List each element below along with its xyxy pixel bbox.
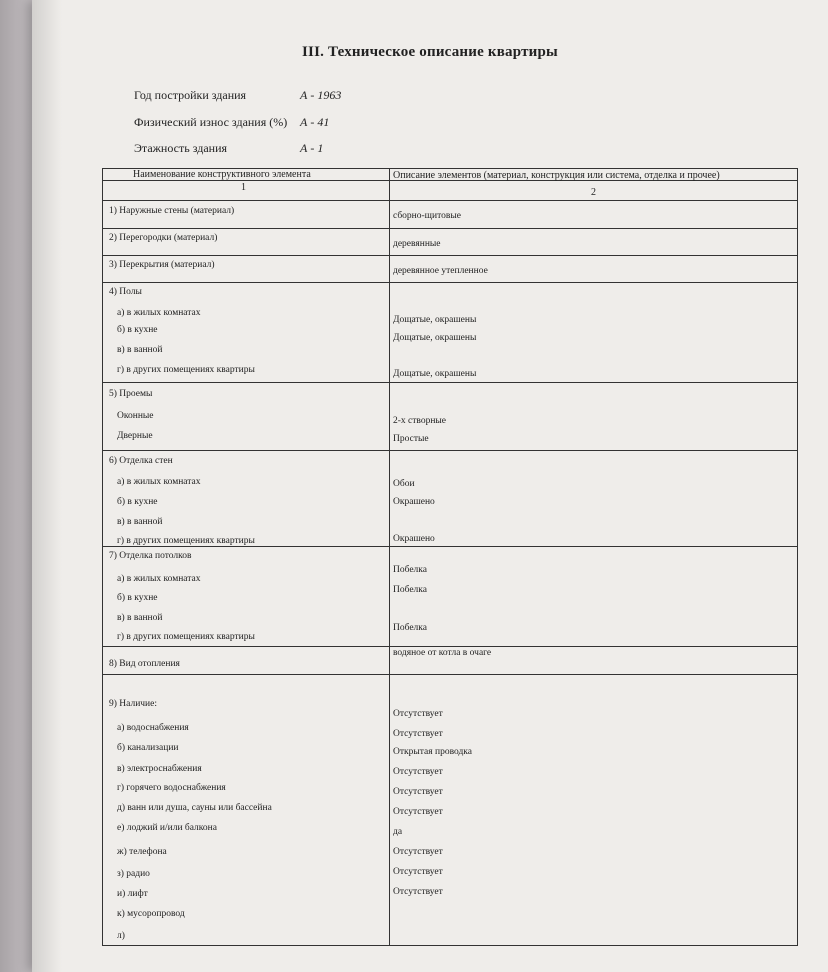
row-sublabel: а) в жилых комнатах — [117, 574, 201, 584]
row-value: Отсутствует — [393, 887, 443, 897]
col1-header: Наименование конструктивного элемента — [133, 169, 311, 180]
row-value: Побелка — [393, 565, 427, 575]
table-row-floors — [103, 283, 797, 383]
row-value: Отсутствует — [393, 847, 443, 857]
row-sublabel: д) ванн или душа, сауны или бассейна — [117, 803, 272, 813]
row-label: 5) Проемы — [109, 389, 153, 399]
row-sublabel: в) электроснабжения — [117, 764, 202, 774]
row-value: Отсутствует — [393, 767, 443, 777]
row-sublabel: г) в других помещениях квартиры — [117, 365, 255, 375]
row-value: Дощатые, окрашены — [393, 333, 477, 343]
row-sublabel: в) в ванной — [117, 345, 163, 355]
table-row-presence — [103, 675, 797, 947]
wear-label: Физический износ здания (%) — [134, 115, 288, 129]
row-value: деревянные — [393, 239, 441, 249]
row-value: Отсутствует — [393, 867, 443, 877]
row-value: Обои — [393, 479, 415, 489]
table-row-wall-finish — [103, 451, 797, 547]
row-sublabel: а) в жилых комнатах — [117, 308, 201, 318]
row-sublabel: б) в кухне — [117, 325, 158, 335]
row-sublabel: б) в кухне — [117, 497, 158, 507]
wear-value: А - 41 — [300, 115, 330, 129]
col1-number: 1 — [241, 182, 246, 193]
row-value: Отсутствует — [393, 807, 443, 817]
row-sublabel: г) в других помещениях квартиры — [117, 536, 255, 546]
row-value: Отсутствует — [393, 787, 443, 797]
row-value: деревянное утепленное — [393, 266, 488, 276]
row-value: Дощатые, окрашены — [393, 369, 477, 379]
row-label: 4) Полы — [109, 287, 142, 297]
row-sublabel: з) радио — [117, 869, 150, 879]
row-value: Открытая проводка — [393, 747, 472, 757]
row-sublabel: а) водоснабжения — [117, 723, 189, 733]
row-value: Побелка — [393, 585, 427, 595]
build-year-value: А - 1963 — [300, 88, 342, 102]
row-sublabel: б) в кухне — [117, 593, 158, 603]
row-value: Отсутствует — [393, 709, 443, 719]
row-sublabel: г) горячего водоснабжения — [117, 783, 226, 793]
table-row-ceiling-finish — [103, 547, 797, 647]
row-sublabel: Оконные — [117, 411, 154, 421]
row-sublabel: и) лифт — [117, 889, 148, 899]
row-value: Побелка — [393, 623, 427, 633]
row-value: Простые — [393, 434, 429, 444]
row-sublabel: ж) телефона — [117, 847, 167, 857]
row-sublabel: а) в жилых комнатах — [117, 477, 201, 487]
row-value: Окрашено — [393, 497, 435, 507]
col2-header: Описание элементов (материал, конструкция или система, отделка и прочее) — [393, 170, 720, 181]
row-sublabel: в) в ванной — [117, 517, 163, 527]
table-number-row — [103, 181, 797, 201]
row-label: 9) Наличие: — [109, 699, 157, 709]
row-label: 3) Перекрытия (материал) — [109, 260, 215, 270]
row-sublabel: б) канализации — [117, 743, 179, 753]
row-sublabel: л) — [117, 931, 125, 941]
document-title: III. Техническое описание квартиры — [302, 44, 558, 60]
col2-number: 2 — [591, 187, 596, 198]
row-label: 8) Вид отопления — [109, 659, 180, 669]
floors-label: Этажность здания — [134, 141, 228, 155]
row-value: Дощатые, окрашены — [393, 315, 477, 325]
table-row — [103, 256, 797, 283]
table-row — [103, 229, 797, 256]
table-row — [103, 201, 797, 229]
technical-description-table — [102, 168, 798, 946]
row-sublabel: е) лоджий и/или балкона — [117, 823, 217, 833]
row-value: Окрашено — [393, 534, 435, 544]
row-value: Отсутствует — [393, 729, 443, 739]
row-label: 2) Перегородки (материал) — [109, 233, 218, 243]
table-header-row — [103, 169, 797, 181]
row-sublabel: Дверные — [117, 431, 153, 441]
row-value: сборно-щитовые — [393, 211, 461, 221]
row-sublabel: г) в других помещениях квартиры — [117, 632, 255, 642]
row-label: 6) Отделка стен — [109, 456, 173, 466]
document-page — [32, 0, 828, 972]
row-label: 1) Наружные стены (материал) — [109, 206, 235, 216]
row-sublabel: к) мусоропровод — [117, 909, 185, 919]
row-label: 7) Отделка потолков — [109, 551, 192, 561]
row-value: да — [393, 827, 403, 837]
row-value: водяное от котла в очаге — [393, 648, 492, 658]
floors-value: А - 1 — [300, 141, 324, 155]
row-sublabel: в) в ванной — [117, 613, 163, 623]
table-row-heating — [103, 647, 797, 675]
table-row-openings — [103, 383, 797, 451]
build-year-label: Год постройки здания — [134, 88, 247, 102]
row-value: 2-х створные — [393, 416, 447, 426]
